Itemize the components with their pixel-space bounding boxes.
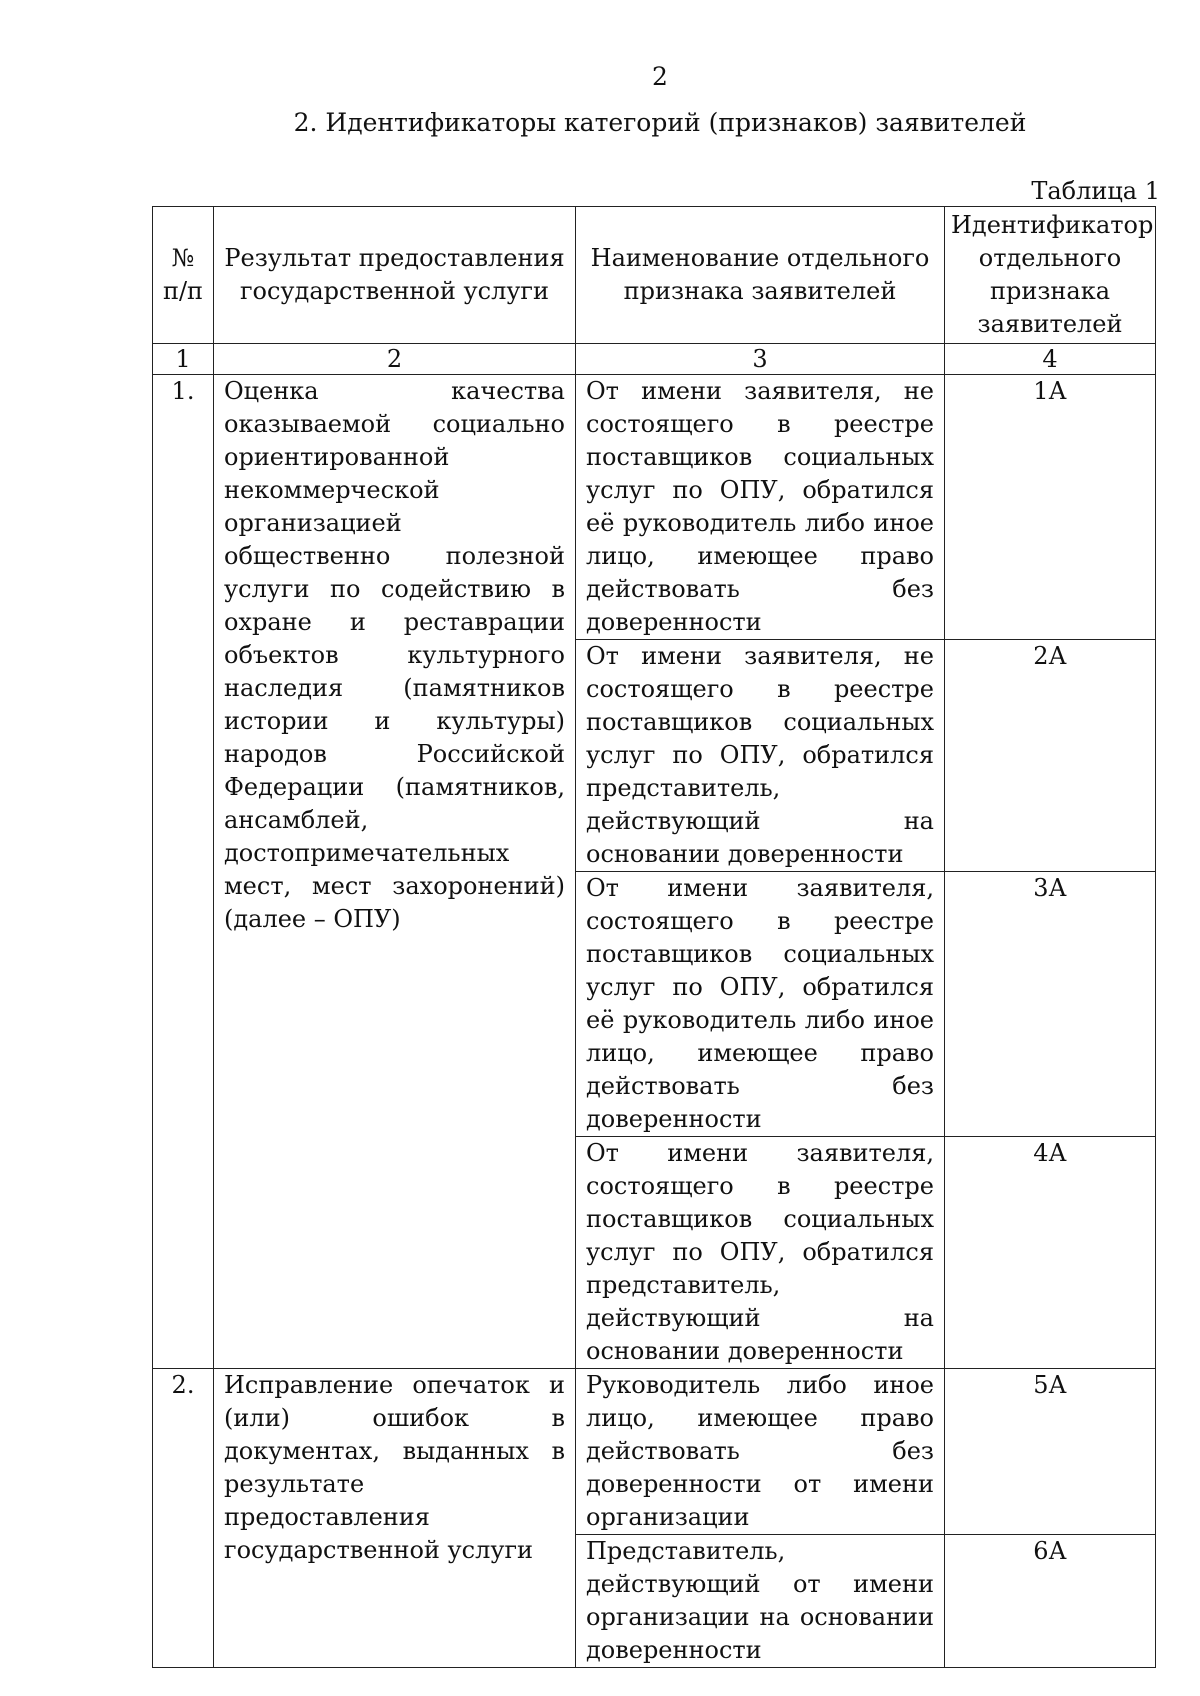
applicant-feature: От имени заявителя, не состоящего в реестре поставщиков социальных услуг по ОПУ, обратился представитель, действующий на основании доверенности [576, 640, 945, 872]
feature-identifier: 5А [945, 1369, 1156, 1535]
feature-identifier: 1А [945, 375, 1156, 640]
page-number: 2 [652, 62, 668, 91]
header-row [153, 207, 1156, 344]
table-row [153, 1369, 1156, 1535]
feature-identifier: 4А [945, 1137, 1156, 1369]
applicant-feature: От имени заявителя, состоящего в реестре поставщиков социальных услуг по ОПУ, обратился её руководитель либо иное лицо, имеющее право действовать без доверенности [576, 872, 945, 1137]
applicant-feature: Представитель, действующий от имени организации на основании доверенности [576, 1535, 945, 1668]
feature-identifier: 2А [945, 640, 1156, 872]
column-index: 1 [153, 344, 214, 375]
identifiers-table [152, 206, 1156, 1668]
header-result: Результат предоставления государственной услуги [214, 207, 576, 344]
service-result: Оценка качества оказываемой социально ориентированной некоммерческой организацией общественно полезной услуги по содействию в охране и реставрации объектов культурного наследия (памятников истории и культуры) народов Российской Федерации (памятников, ансамблей, достопримечательных мест, мест захоронений) (далее – ОПУ) [214, 375, 576, 1369]
applicant-feature: Руководитель либо иное лицо, имеющее право действовать без доверенности от имени организации [576, 1369, 945, 1535]
header-number: № п/п [153, 207, 214, 344]
row-number: 2. [153, 1369, 214, 1668]
section-title: 2. Идентификаторы категорий (признаков) заявителей [293, 108, 1027, 137]
header-feature-name: Наименование отдельного признака заявителей [576, 207, 945, 344]
table-row [153, 375, 1156, 640]
column-index: 3 [576, 344, 945, 375]
applicant-feature: От имени заявителя, состоящего в реестре поставщиков социальных услуг по ОПУ, обратился представитель, действующий на основании доверенности [576, 1137, 945, 1369]
feature-identifier: 3А [945, 872, 1156, 1137]
column-index-row [153, 344, 1156, 375]
column-index: 2 [214, 344, 576, 375]
feature-identifier: 6А [945, 1535, 1156, 1668]
header-identifier: Идентификатор отдельного признака заявителей [945, 207, 1156, 344]
row-number: 1. [153, 375, 214, 1369]
applicant-feature: От имени заявителя, не состоящего в реестре поставщиков социальных услуг по ОПУ, обратился её руководитель либо иное лицо, имеющее право действовать без доверенности [576, 375, 945, 640]
column-index: 4 [945, 344, 1156, 375]
service-result: Исправление опечаток и (или) ошибок в документах, выданных в результате предоставления государственной услуги [214, 1369, 576, 1668]
table-caption: Таблица 1 [1031, 177, 1160, 205]
